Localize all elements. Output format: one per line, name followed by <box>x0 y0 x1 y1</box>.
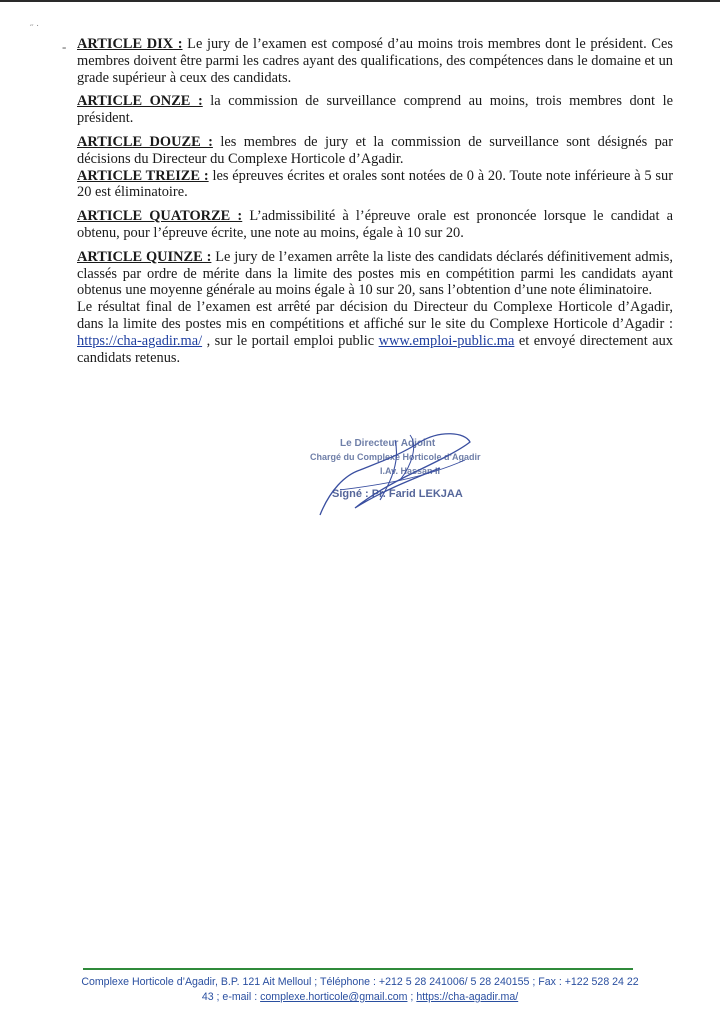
article-treize <box>77 168 673 202</box>
article-onze <box>77 93 673 127</box>
bullet-mark: - <box>62 39 67 54</box>
stamp-line-1: Le Directeur Adjoint <box>340 438 436 449</box>
footer-contact-line <box>72 990 648 1005</box>
article-dix <box>77 36 673 86</box>
scan-speck: ˝ ˙ <box>30 24 40 35</box>
footer-website-link[interactable]: https://cha-agadir.ma/ <box>416 991 519 1003</box>
footer-separator: ; <box>407 991 417 1003</box>
footer-prefix: 43 ; e-mail : <box>201 991 261 1003</box>
article-quatorze <box>77 208 673 242</box>
article-title: ARTICLE QUATORZE : <box>77 208 243 225</box>
final-result-text: Le résultat final de l’examen est arrêté par décision du Directeur du Complexe Horticole d’Agadir, dans la limite des postes mis en compétitions et affiché sur le site du Complexe Horticole d’Agadir : <box>77 299 673 332</box>
footer-address-line: Complexe Horticole d’Agadir, B.P. 121 Ait Melloul ; Téléphone : +212 5 28 241006/ 5 28 240155 ; Fax : +122 528 24 22 <box>81 976 639 988</box>
article-title: ARTICLE TREIZE : <box>77 167 209 184</box>
article-text: Le jury de l’examen est composé d’au moins trois membres dont le président. Ces membres doivent être parmi les cadres ayant des qualifications, des compétences dans le domaine et un grade supérieur à ceux des candidats. <box>77 36 673 86</box>
article-text: les épreuves écrites et orales sont notées de 0 à 20. Toute note inférieure à 5 sur 20 est éliminatoire. <box>77 167 673 201</box>
final-result-paragraph <box>77 299 673 366</box>
article-text: la commission de surveillance comprend au moins, trois membres dont le président. <box>77 93 673 127</box>
article-quinze <box>77 249 673 299</box>
emploi-public-link[interactable]: www.emploi-public.ma <box>378 332 515 349</box>
article-title: ARTICLE ONZE : <box>77 93 203 110</box>
signature-stamp <box>300 420 500 530</box>
article-title: ARTICLE QUINZE : <box>77 248 212 265</box>
signature-scribble-icon <box>300 420 500 530</box>
stamp-line-3: I.Av. Hassan II <box>380 466 441 476</box>
final-result-text-end: et envoyé directement aux candidats retenus. <box>77 332 673 366</box>
article-title: ARTICLE DIX : <box>77 36 183 52</box>
stamp-line-4: Signé : Pr. Farid LEKJAA <box>332 488 463 500</box>
top-border-line <box>0 0 720 2</box>
footer-divider <box>83 968 633 970</box>
page-footer <box>72 975 648 1005</box>
document-body <box>77 36 673 373</box>
article-text: Le jury de l’examen arrête la liste des candidats déclarés définitivement admis, classés par ordre de mérite dans la limite des postes mis en compétition parmi les candidats ayant obtenus une moyenne générale au moins égale à 10 sur 20, sans l’obtention d’une note éliminatoire. <box>77 248 673 299</box>
article-text: les membres de jury et la commission de surveillance sont désignés par décisions du Directeur du Complexe Horticole d’Agadir. <box>77 133 673 167</box>
article-douze <box>77 134 673 168</box>
final-result-text-middle: , sur le portail emploi public <box>202 332 379 349</box>
article-title: ARTICLE DOUZE : <box>77 133 213 150</box>
footer-email-link[interactable]: complexe.horticole@gmail.com <box>260 991 408 1003</box>
stamp-line-2: Chargé du Complexe Horticole d’Agadir <box>310 452 481 462</box>
cha-agadir-link[interactable]: https://cha-agadir.ma/ <box>77 332 203 349</box>
article-text: L’admissibilité à l’épreuve orale est prononcée lorsque le candidat a obtenu, pour l’épreuve écrite, une note au moins, égale à 10 sur 20. <box>77 208 673 241</box>
